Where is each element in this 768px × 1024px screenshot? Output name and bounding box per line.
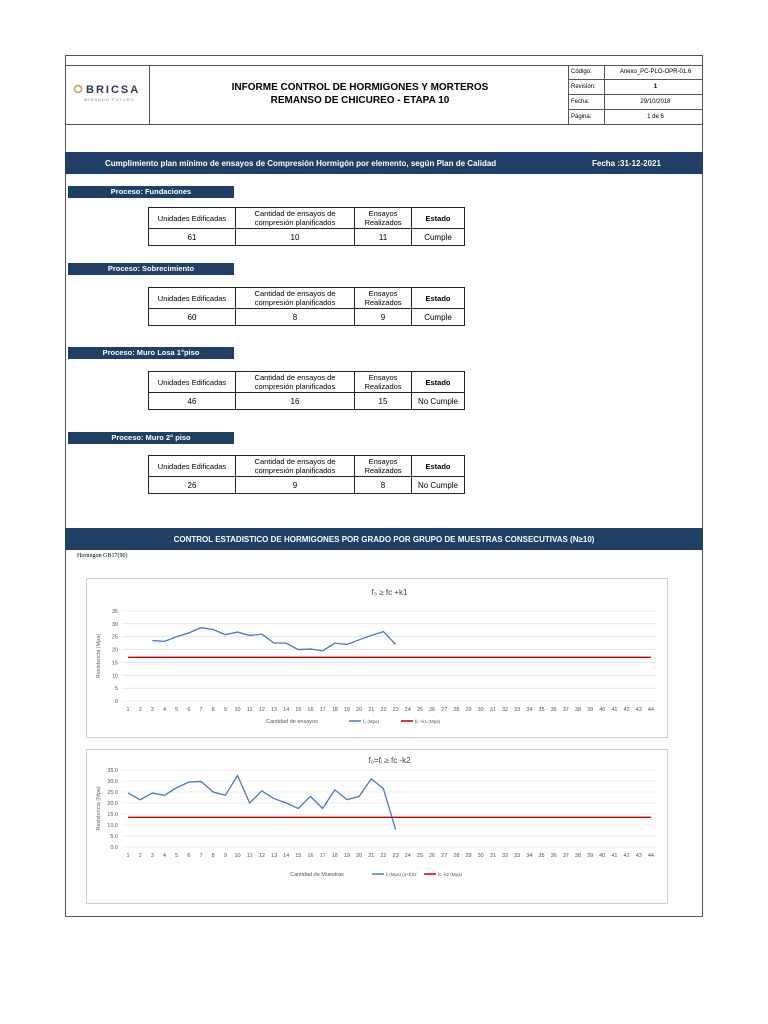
unidades-value: 61 [149,229,236,246]
y-tick-label: 0.0 [110,845,118,851]
legend-entry: fᵢ (Mpa) (a+b)/2 [386,872,417,877]
table-header-cell: Estado [412,456,465,477]
process-table-sobrecimiento [148,287,465,326]
meta-value: 29/10/2018 [640,99,671,105]
series-line-data [152,628,395,651]
x-tick-label: 11 [246,707,253,713]
x-tick-label: 39 [587,853,594,859]
x-tick-label: 44 [647,707,654,713]
x-tick-label: 31 [489,853,496,859]
chart-title: f₀=fᵢ ≥ fc -k2 [368,756,411,765]
realizados-value: 11 [355,229,412,246]
realizados-value: 9 [355,309,412,326]
x-tick-label: 34 [526,853,533,859]
meta-key: Página: [571,114,592,120]
report-title-line2: REMANSO DE CHICUREO - ETAPA 10 [270,95,450,106]
x-tick-label: 19 [343,853,351,859]
meta-row-codigo [568,65,703,80]
process-table-muro-losa [148,371,465,410]
report-title-line1: INFORME CONTROL DE HORMIGONES Y MORTEROS [231,82,489,93]
x-tick-label: 32 [501,707,509,713]
x-tick-label: 26 [428,853,436,859]
x-tick-label: 43 [635,707,642,713]
x-tick-label: 18 [331,853,338,859]
x-tick-label: 12 [258,853,265,859]
x-tick-label: 42 [623,707,630,713]
bricsa-logo-icon [73,84,83,94]
realizados-value: 8 [355,477,412,494]
y-tick-label: 30 [111,621,118,628]
table-header-cell: Estado [412,372,465,393]
y-tick-label: 15.0 [107,812,118,818]
x-tick-label: 23 [392,853,399,859]
x-tick-label: 25 [416,707,423,713]
y-tick-label: 30.0 [107,779,118,785]
unidades-value: 60 [149,309,236,326]
x-tick-label: 23 [392,707,399,713]
x-tick-label: 25 [416,853,423,859]
x-tick-label: 27 [441,853,448,859]
x-tick-label: 37 [562,853,569,859]
meta-row-fecha [568,95,703,110]
x-tick-label: 16 [307,853,314,859]
x-tick-label: 31 [489,707,496,713]
x-tick-label: 26 [428,707,436,713]
table-header-cell: Unidades Edificadas [149,372,236,393]
realizados-value: 15 [355,393,412,410]
x-tick-label: 7 [199,853,203,859]
x-tick-label: 35 [538,853,545,859]
meta-key: Fecha: [571,99,590,105]
meta-value: Anexo_PC-PLO-OPR-01.6 [619,69,692,75]
x-tick-label: 20 [356,853,363,859]
x-tick-label: 43 [635,853,642,859]
x-tick-label: 18 [331,707,338,713]
x-tick-label: 11 [246,853,253,859]
y-axis-label: Resistencia (Mpa) [96,633,102,679]
x-tick-label: 44 [647,853,654,859]
x-tick-label: 32 [501,853,509,859]
estado-value: Cumple [412,309,465,326]
x-tick-label: 17 [319,853,326,859]
x-tick-label: 37 [562,707,569,713]
process-label-sobrecimiento: Proceso: Sobrecimiento [68,263,234,275]
x-tick-label: 41 [611,853,618,859]
planificados-value: 16 [236,393,355,410]
meta-row-pagina [568,110,703,125]
unidades-value: 26 [149,477,236,494]
meta-value: 1 de 6 [647,114,664,120]
table-header-cell: Ensayos Realizados [355,456,412,477]
x-tick-label: 6 [187,707,191,713]
process-label-muro-2piso: Proceso: Muro 2° piso [68,432,234,444]
x-axis-label: Cantidad de ensayos [266,719,318,725]
table-header-cell: Ensayos Realizados [355,208,412,229]
x-tick-label: 33 [514,707,521,713]
table-header-cell: Unidades Edificadas [149,288,236,309]
legend-entry: fc +k1 (Mpa) [415,719,441,724]
table-header-cell: Ensayos Realizados [355,372,412,393]
y-tick-label: 20.0 [107,801,118,807]
x-tick-label: 15 [295,707,302,713]
x-tick-label: 5 [175,853,179,859]
section1-date: Fecha :31-12-2021 [592,159,661,168]
legend-entry: f₃ (Mpa) [363,719,380,724]
x-tick-label: 9 [223,707,227,713]
table-header-cell: Unidades Edificadas [149,456,236,477]
x-tick-label: 38 [574,853,582,859]
chart-2-svg [87,750,667,903]
x-tick-label: 1 [126,853,130,859]
meta-key: Código: [571,69,592,75]
y-tick-label: 25 [111,634,118,641]
y-tick-label: 15 [111,660,118,667]
x-tick-label: 3 [150,853,154,859]
x-tick-label: 2 [138,707,142,713]
section2-band [65,528,703,550]
y-tick-label: 5 [114,686,118,693]
x-tick-label: 4 [163,707,167,713]
x-tick-label: 13 [270,707,278,713]
process-table-muro-2piso [148,455,465,494]
x-tick-label: 39 [587,707,594,713]
x-tick-label: 14 [283,707,290,713]
estado-value: No Cumple [412,477,465,494]
x-tick-label: 10 [234,853,241,859]
x-tick-label: 34 [526,707,533,713]
chart-1 [86,578,668,738]
meta-row-revision [568,80,703,95]
x-tick-label: 3 [150,707,154,713]
y-tick-label: 35 [111,609,118,615]
x-tick-label: 36 [550,707,557,713]
x-axis-label: Cantidad de Muestras [290,872,344,878]
x-tick-label: 1 [126,707,130,713]
x-tick-label: 12 [258,707,265,713]
y-tick-label: 35.0 [107,768,118,774]
table-header-cell: Estado [412,288,465,309]
planificados-value: 8 [236,309,355,326]
planificados-value: 10 [236,229,355,246]
x-tick-label: 28 [453,707,460,713]
x-tick-label: 10 [234,707,241,713]
section1-title: Cumplimiento plan mínimo de ensayos de Compresión Hormigón por elemento, según Plan de Calidad [105,159,497,168]
y-axis-label: Resistencia (Mpa) [96,786,102,831]
x-tick-label: 8 [211,707,215,713]
chart-1-svg [87,579,667,737]
x-tick-label: 4 [163,853,167,859]
x-tick-label: 30 [477,707,484,713]
chart-title: f₃ ≥ fc +k1 [371,588,408,597]
x-tick-label: 29 [465,853,472,859]
concrete-grade-label: Hormigon GB17(90) [77,553,128,559]
x-tick-label: 28 [453,853,460,859]
meta-key: Revisión: [571,84,596,90]
process-label-muro-losa: Proceso: Muro Losa 1°piso [68,347,234,359]
process-table-fundaciones [148,207,465,246]
x-tick-label: 24 [404,707,411,713]
table-header-cell: Cantidad de ensayos de compresión planificados [236,456,355,477]
x-tick-label: 13 [270,853,278,859]
y-tick-label: 5.0 [110,834,118,840]
x-tick-label: 2 [138,853,142,859]
x-tick-label: 14 [283,853,290,859]
estado-value: No Cumple [412,393,465,410]
y-tick-label: 25.0 [107,790,118,796]
x-tick-label: 40 [599,853,606,859]
table-header-cell: Cantidad de ensayos de compresión planificados [236,208,355,229]
x-tick-label: 35 [538,707,545,713]
y-tick-label: 10.0 [107,823,118,829]
process-label-fundaciones: Proceso: Fundaciones [68,186,234,198]
y-tick-label: 20 [111,647,118,654]
meta-value: 1 [653,84,658,90]
section2-title: CONTROL ESTADISTICO DE HORMIGONES POR GRADO POR GRUPO DE MUESTRAS CONSECUTIVAS (N≥10) [173,535,595,544]
x-tick-label: 21 [368,707,375,713]
x-tick-label: 8 [211,853,215,859]
x-tick-label: 5 [175,707,179,713]
x-tick-label: 36 [550,853,557,859]
logo-subtext: MIRANDO FUTURO [84,97,135,102]
planificados-value: 9 [236,477,355,494]
logo-text: BRICSA [86,84,141,96]
x-tick-label: 29 [465,707,472,713]
x-tick-label: 22 [380,853,387,859]
table-header-cell: Ensayos Realizados [355,288,412,309]
table-header-cell: Cantidad de ensayos de compresión planificados [236,372,355,393]
x-tick-label: 19 [343,707,351,713]
x-tick-label: 38 [574,707,582,713]
x-tick-label: 22 [380,707,387,713]
x-tick-label: 7 [199,707,203,713]
x-tick-label: 27 [441,707,448,713]
x-tick-label: 30 [477,853,484,859]
unidades-value: 46 [149,393,236,410]
x-tick-label: 21 [368,853,375,859]
y-tick-label: 0 [114,699,118,705]
x-tick-label: 16 [307,707,314,713]
x-tick-label: 6 [187,853,191,859]
table-header-cell: Estado [412,208,465,229]
section1-band [65,152,703,174]
x-tick-label: 15 [295,853,302,859]
x-tick-label: 9 [223,853,227,859]
table-header-cell: Cantidad de ensayos de compresión planificados [236,288,355,309]
estado-value: Cumple [412,229,465,246]
x-tick-label: 33 [514,853,521,859]
chart-2 [86,749,668,904]
x-tick-label: 20 [356,707,363,713]
legend-entry: fc -k2 (Mpa) [438,872,463,877]
x-tick-label: 40 [599,707,606,713]
y-tick-label: 10 [111,673,118,680]
series-line-data [128,776,396,830]
x-tick-label: 24 [404,853,411,859]
table-header-cell: Unidades Edificadas [149,208,236,229]
x-tick-label: 17 [319,707,326,713]
x-tick-label: 41 [611,707,618,713]
x-tick-label: 42 [623,853,630,859]
